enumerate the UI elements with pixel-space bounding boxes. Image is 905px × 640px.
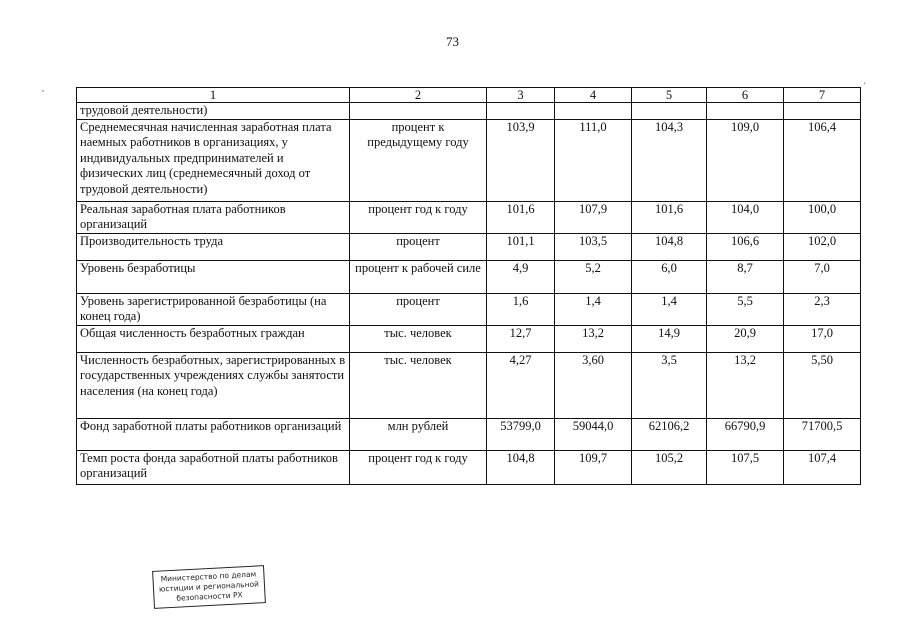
value-cell: 109,7 bbox=[555, 450, 632, 484]
indicator-name: Общая численность безработных граждан bbox=[77, 325, 350, 352]
table-row bbox=[77, 103, 861, 120]
column-header: 3 bbox=[487, 88, 555, 103]
value-cell: 3,60 bbox=[555, 352, 632, 418]
value-cell: 5,2 bbox=[555, 260, 632, 293]
indicator-name: Уровень безработицы bbox=[77, 260, 350, 293]
value-cell: 1,4 bbox=[555, 293, 632, 325]
value-cell: 2,3 bbox=[784, 293, 861, 325]
value-cell bbox=[632, 103, 707, 120]
indicator-name: Темп роста фонда заработной платы работников организаций bbox=[77, 450, 350, 484]
table-row bbox=[77, 293, 861, 325]
indicator-unit bbox=[350, 103, 487, 120]
column-header: 7 bbox=[784, 88, 861, 103]
value-cell: 103,5 bbox=[555, 233, 632, 260]
table-row bbox=[77, 418, 861, 450]
value-cell: 103,9 bbox=[487, 119, 555, 201]
value-cell: 71700,5 bbox=[784, 418, 861, 450]
table-row bbox=[77, 450, 861, 484]
value-cell: 12,7 bbox=[487, 325, 555, 352]
value-cell: 5,5 bbox=[707, 293, 784, 325]
value-cell bbox=[707, 103, 784, 120]
value-cell: 5,50 bbox=[784, 352, 861, 418]
value-cell: 101,1 bbox=[487, 233, 555, 260]
indicator-name: Реальная заработная плата работников организаций bbox=[77, 201, 350, 233]
value-cell: 104,3 bbox=[632, 119, 707, 201]
value-cell: 109,0 bbox=[707, 119, 784, 201]
value-cell: 1,6 bbox=[487, 293, 555, 325]
value-cell: 107,9 bbox=[555, 201, 632, 233]
value-cell bbox=[784, 103, 861, 120]
value-cell: 20,9 bbox=[707, 325, 784, 352]
indicator-unit: процент bbox=[350, 233, 487, 260]
column-header: 1 bbox=[77, 88, 350, 103]
indicator-name: Уровень зарегистрированной безработицы (на конец года) bbox=[77, 293, 350, 325]
page-number: 73 bbox=[446, 34, 459, 49]
table-row bbox=[77, 325, 861, 352]
indicator-unit: тыс. человек bbox=[350, 325, 487, 352]
indicator-unit: процент год к году bbox=[350, 201, 487, 233]
value-cell: 8,7 bbox=[707, 260, 784, 293]
value-cell: 4,27 bbox=[487, 352, 555, 418]
column-header: 6 bbox=[707, 88, 784, 103]
stamp-line: безопасности РХ bbox=[176, 590, 243, 603]
scan-mark-right: ' bbox=[864, 81, 866, 90]
value-cell: 102,0 bbox=[784, 233, 861, 260]
value-cell: 7,0 bbox=[784, 260, 861, 293]
value-cell: 107,5 bbox=[707, 450, 784, 484]
column-header: 2 bbox=[350, 88, 487, 103]
value-cell: 104,0 bbox=[707, 201, 784, 233]
value-cell: 17,0 bbox=[784, 325, 861, 352]
value-cell: 59044,0 bbox=[555, 418, 632, 450]
table-row bbox=[77, 119, 861, 201]
table-row bbox=[77, 352, 861, 418]
column-header: 4 bbox=[555, 88, 632, 103]
value-cell: 100,0 bbox=[784, 201, 861, 233]
header-row bbox=[77, 88, 861, 103]
value-cell: 53799,0 bbox=[487, 418, 555, 450]
stamp-line: юстиции и региональной bbox=[158, 579, 260, 594]
value-cell: 104,8 bbox=[632, 233, 707, 260]
table-row bbox=[77, 233, 861, 260]
stamp-line: Министерство по делам bbox=[160, 569, 257, 584]
value-cell: 101,6 bbox=[632, 201, 707, 233]
indicator-unit: млн рублей bbox=[350, 418, 487, 450]
value-cell: 66790,9 bbox=[707, 418, 784, 450]
value-cell: 14,9 bbox=[632, 325, 707, 352]
indicator-unit: процент к предыдущему году bbox=[350, 119, 487, 201]
indicator-name: Численность безработных, зарегистрированных в государственных учреждениях службы занятости населения (на конец года) bbox=[77, 352, 350, 418]
indicator-unit: процент bbox=[350, 293, 487, 325]
indicators-table bbox=[76, 87, 861, 485]
table-row bbox=[77, 201, 861, 233]
scan-mark-left: , bbox=[42, 84, 44, 93]
value-cell: 104,8 bbox=[487, 450, 555, 484]
value-cell: 13,2 bbox=[555, 325, 632, 352]
indicator-name: Среднемесячная начисленная заработная плата наемных работников в организациях, у индивидуальных предпринимателей и физических лиц (среднемесячный доход от трудовой деятельности) bbox=[77, 119, 350, 201]
indicator-unit: процент год к году bbox=[350, 450, 487, 484]
value-cell: 107,4 bbox=[784, 450, 861, 484]
indicator-unit: тыс. человек bbox=[350, 352, 487, 418]
value-cell: 3,5 bbox=[632, 352, 707, 418]
indicator-name: Фонд заработной платы работников организаций bbox=[77, 418, 350, 450]
value-cell: 13,2 bbox=[707, 352, 784, 418]
column-header: 5 bbox=[632, 88, 707, 103]
value-cell: 106,6 bbox=[707, 233, 784, 260]
indicator-unit: процент к рабочей силе bbox=[350, 260, 487, 293]
value-cell: 111,0 bbox=[555, 119, 632, 201]
value-cell: 6,0 bbox=[632, 260, 707, 293]
value-cell: 1,4 bbox=[632, 293, 707, 325]
registration-stamp bbox=[152, 565, 266, 609]
table-row bbox=[77, 260, 861, 293]
value-cell bbox=[555, 103, 632, 120]
value-cell: 105,2 bbox=[632, 450, 707, 484]
indicator-name: трудовой деятельности) bbox=[77, 103, 350, 120]
value-cell: 101,6 bbox=[487, 201, 555, 233]
value-cell: 106,4 bbox=[784, 119, 861, 201]
value-cell bbox=[487, 103, 555, 120]
value-cell: 62106,2 bbox=[632, 418, 707, 450]
indicator-name: Производительность труда bbox=[77, 233, 350, 260]
value-cell: 4,9 bbox=[487, 260, 555, 293]
